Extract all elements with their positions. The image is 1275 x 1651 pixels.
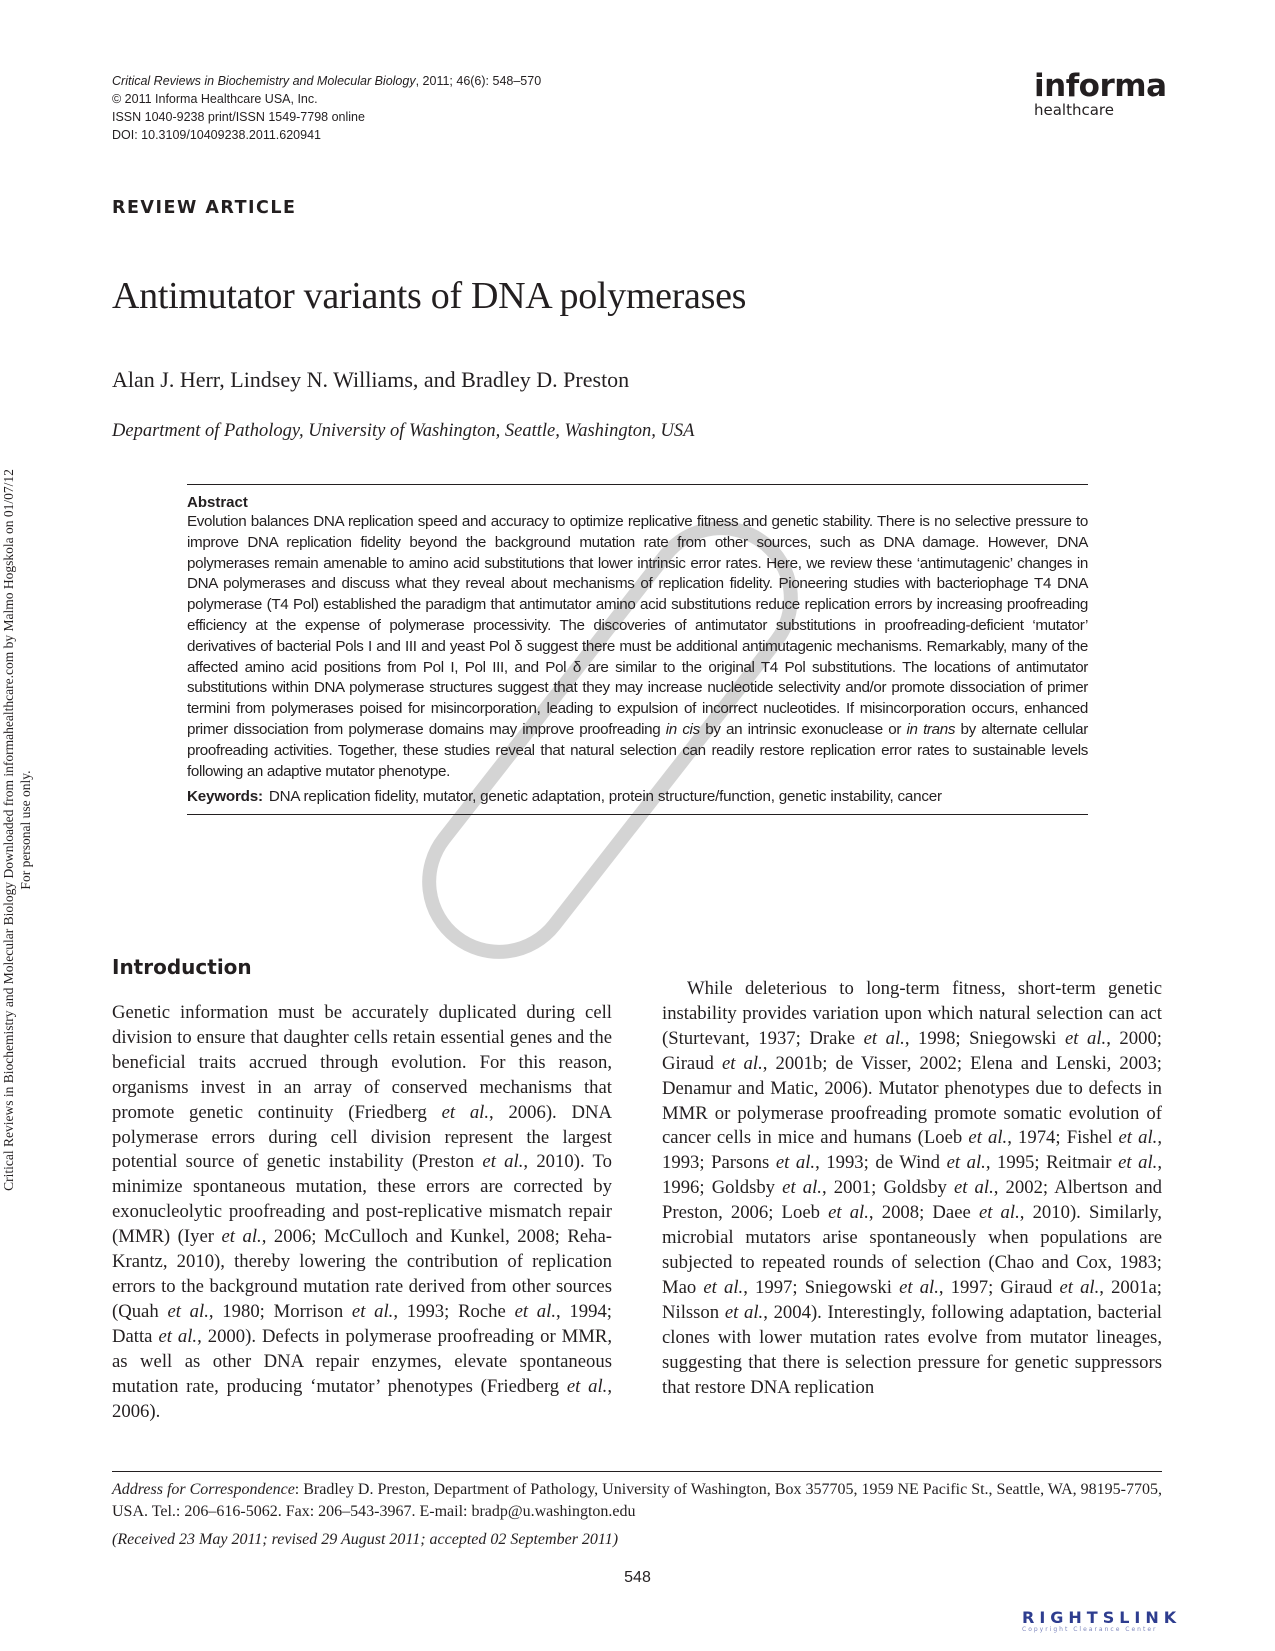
rightslink-logo (1022, 1608, 1250, 1640)
article-title: Antimutator variants of DNA polymerases (112, 275, 747, 317)
journal-volume: , 2011; 46(6): 548–570 (415, 74, 542, 88)
citation-et-al: et al. (221, 1226, 262, 1248)
body-text-segment: , 1997; Giraud (938, 1276, 1060, 1298)
abstract-text-part: Evolution balances DNA replication speed and accuracy to optimize replicative fitness and genetic stability. There is no selective pressure to improve DNA replication fidelity beyond the background mutation rate from other sources, such as DNA damage. However, DNA polymerases remain amenable to amino acid substitutions that lower intrinsic error rates. Here, we review these ‘antimutagenic’ changes in DNA polymerases and discuss what they reveal about mechanisms of replication fidelity. Pioneering studies with bacteriophage T4 DNA polymerase (T4 Pol) established the paradigm that antimutator amino acid substitutions reduce replication errors by increasing proofreading efficiency at the expense of polymerase processivity. The discoveries of antimutator substitutions in proofreading-deficient ‘mutator’ derivatives of bacterial Pols I and III and yeast Pol δ suggest there must be additional antimutagenic mechanisms. Remarkably, many of the affected amino acid positions from Pol I, Pol III, and Pol δ are similar to the original T4 Pol substitutions. The locations of antimutator substitutions within DNA polymerase structures suggest that they may increase nucleotide selectivity and/or promote dissociation of primer termini from polymerases poised for misincorporation, leading to expulsion of incorrect nucleotides. If misincorporation occurs, enhanced primer dissociation from polymerase domains may improve proofreading (187, 513, 1088, 738)
abstract-italic-term: in cis (665, 720, 700, 738)
body-text-segment: , 2001; Goldsby (821, 1177, 954, 1199)
citation-et-al: et al. (1118, 1152, 1158, 1174)
section-heading-introduction: Introduction (112, 955, 252, 979)
citation-et-al: et al. (1064, 1027, 1107, 1049)
citation-et-al: et al. (968, 1127, 1008, 1149)
body-text-segment: , 1994; Datta (112, 1300, 612, 1347)
citation-et-al: et al. (721, 1052, 763, 1074)
citation-et-al: et al. (1059, 1276, 1100, 1298)
citation-et-al: et al. (441, 1101, 490, 1123)
article-authors: Alan J. Herr, Lindsey N. Williams, and Bradley D. Preston (112, 367, 630, 392)
body-text-segment: , 2002; Albertson and Preston, 2006; Loeb (662, 1177, 1163, 1224)
body-text-segment: , 2001b; de Visser, 2002; Elena and Lenski, 2003; Denamur and Matic, 2006). Mutator phenotypes due to defects in MMR or polymerase proofreading promote somatic evolution of cancer cells in mice and humans (Loeb (662, 1052, 1162, 1149)
citation-et-al: et al. (946, 1152, 986, 1174)
body-text-segment: , 2006). (112, 1375, 612, 1422)
journal-doi: DOI: 10.3109/10409238.2011.620941 (112, 128, 321, 142)
page-number: 548 (624, 1569, 651, 1586)
download-stamp (0, 380, 40, 1280)
citation-et-al: et al. (775, 1152, 816, 1174)
journal-meta (112, 72, 732, 144)
body-text-segment: , 2000; Giraud (662, 1027, 1162, 1074)
correspondence-address (112, 1479, 1162, 1523)
body-text-segment: , 2008; Daee (868, 1202, 979, 1224)
citation-et-al: et al. (953, 1177, 994, 1199)
body-text-segment: , 1993; Roche (393, 1300, 515, 1322)
citation-et-al: et al. (703, 1276, 744, 1298)
correspondence-text: : Bradley D. Preston, Department of Pathology, University of Washington, Box 357705, 1959 NE Pacific St., Seattle, WA, 98195-7705, USA. Tel.: 206–616-5062. Fax: 206–543-3967. E-mail: bradp@u.washington.edu (112, 1481, 1162, 1520)
publisher-brand: informa (1034, 68, 1167, 104)
body-text-segment: , 1974; Fishel (1007, 1127, 1119, 1149)
citation-et-al: et al. (1118, 1127, 1158, 1149)
abstract-text (187, 512, 1088, 782)
journal-copyright: © 2011 Informa Healthcare USA, Inc. (112, 92, 318, 106)
citation-et-al: et al. (828, 1202, 869, 1224)
body-text-segment: , 2006; McCulloch and Kunkel, 2008; Reha-Krantz, 2010), thereby lowering the contribution of replication errors to the background mutation rate derived from other sources (Quah (112, 1226, 613, 1322)
body-text-segment: , 1993; Parsons (662, 1127, 1162, 1174)
rightslink-text: RIGHTSLINK (1022, 1608, 1182, 1627)
body-text-segment: , 2010). Similarly, microbial mutators arise spontaneously when populations are subjected to repeated rounds of selection (Chao and Cox, 1983; Mao (662, 1202, 1162, 1298)
body-text-segment: , 1980; Morrison (208, 1300, 352, 1322)
body-text-segment: Genetic information must be accurately duplicated during cell division to ensure that daughter cells retain essential genes and the beneficial traits accrued through evolution. For this reason, organisms invest in an array of conserved mechanisms that promote genetic continuity (Friedberg (112, 1002, 612, 1123)
citation-et-al: et al. (482, 1151, 524, 1173)
journal-issn: ISSN 1040-9238 print/ISSN 1549-7798 online (112, 110, 365, 124)
citation-et-al: et al. (978, 1202, 1020, 1224)
citation-et-al: et al. (899, 1276, 939, 1298)
body-text-segment: , 1997; Sniegowski (743, 1276, 900, 1298)
body-text-segment: , 2010). To minimize spontaneous mutation, these errors are corrected by exonucleolytic proofreading and post-replicative mismatch repair (MMR) (Iyer (112, 1151, 613, 1248)
download-stamp-line2: For personal use only. (18, 770, 33, 890)
abstract-text-part: by alternate cellular proofreading activities. Together, these studies reveal that natural selection can readily restore replication error rates to sustainable levels following an adaptive mutator phenotype. (187, 720, 1088, 780)
body-text-segment: , 1993; de Wind (815, 1152, 947, 1174)
body-text-segment: , 1998; Sniegowski (904, 1027, 1065, 1049)
body-text-segment: , 2004). Interestingly, following adaptation, bacterial clones with lower mutation rates evolve from mutator lineages, suggesting that there is selection pressure for genetic suppressors that restore DNA replication (662, 1301, 1162, 1398)
rightslink-subtext: Copyright Clearance Center (1022, 1626, 1158, 1633)
abstract-section (187, 484, 1088, 815)
body-text-segment: , 2001a; Nilsson (662, 1276, 1162, 1323)
correspondence-label: Address for Correspondence (112, 1481, 295, 1498)
citation-et-al: et al. (782, 1177, 822, 1199)
publisher-subbrand: healthcare (1034, 101, 1114, 119)
body-column-left (112, 1001, 612, 1424)
citation-et-al: et al. (514, 1300, 557, 1322)
keywords-label: Keywords: (187, 788, 263, 806)
body-column-right (662, 977, 1162, 1400)
abstract-heading: Abstract (187, 494, 248, 511)
download-stamp-line1: Critical Reviews in Biochemistry and Molecular Biology Downloaded from informahealthcare.com by Malmo Hogskola on 01/07/12 (1, 469, 16, 1191)
body-text-segment: , 1996; Goldsby (662, 1152, 1162, 1199)
journal-name: Critical Reviews in Biochemistry and Molecular Biology (112, 74, 416, 88)
body-text-segment: , 1995; Reitmair (985, 1152, 1119, 1174)
abstract-italic-term: in trans (906, 720, 956, 738)
keywords (187, 787, 1088, 808)
citation-et-al: et al. (158, 1325, 198, 1347)
received-dates: (Received 23 May 2011; revised 29 August 2011; accepted 02 September 2011) (112, 1531, 619, 1548)
body-text-segment: , 2000). Defects in polymerase proofreading or MMR, as well as other DNA repair enzymes, elevate spontaneous mutation rate, producing ‘mutator’ phenotypes (Friedberg (112, 1325, 612, 1397)
article-type: REVIEW ARTICLE (112, 198, 297, 218)
citation-et-al: et al. (351, 1300, 394, 1322)
keywords-list: DNA replication fidelity, mutator, genetic adaptation, protein structure/function, genetic instability, cancer (268, 788, 942, 806)
publisher-logo (1034, 68, 1174, 118)
citation-et-al: et al. (566, 1375, 608, 1397)
body-text-segment: , 2006). DNA polymerase errors during cell division represent the largest potential source of genetic instability (Preston (112, 1101, 612, 1173)
citation-et-al: et al. (167, 1300, 209, 1322)
article-affiliation: Department of Pathology, University of Washington, Seattle, Washington, USA (112, 421, 695, 441)
citation-et-al: et al. (863, 1027, 905, 1049)
body-text-segment: While deleterious to long-term fitness, short-term genetic instability provides variation upon which natural selection can act (Sturtevant, 1937; Drake (662, 978, 1162, 1049)
journal-citation (112, 72, 732, 90)
footer-divider (112, 1471, 1162, 1472)
abstract-text-part: by an intrinsic exonuclease or (699, 720, 907, 738)
citation-et-al: et al. (724, 1301, 764, 1323)
